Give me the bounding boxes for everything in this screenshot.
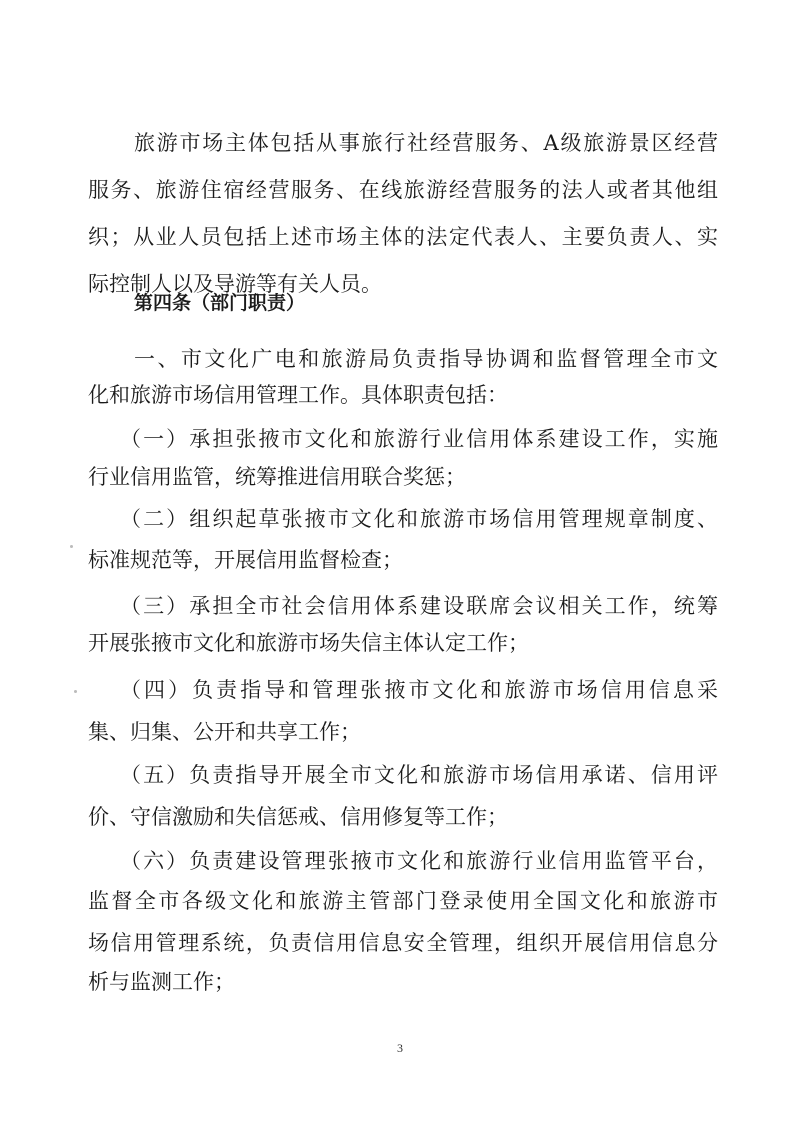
list-item-line: （五）负责指导开展全市文化和旅游市场信用承诺、信用评 (120, 763, 718, 787)
scan-speck (70, 545, 73, 548)
paragraph-line: 一、市文化广电和旅游局负责指导协调和监督管理全市文 (134, 347, 718, 371)
list-item-line: 标准规范等，开展信用监督检查； (88, 548, 403, 572)
list-item-line: 监督全市各级文化和旅游主管部门登录使用全国文化和旅游市 (88, 889, 718, 913)
list-item-line: 场信用管理系统，负责信用信息安全管理，组织开展信用信息分 (88, 931, 718, 955)
list-item-line: 析与监测工作； (88, 970, 235, 994)
list-item-line: （一）承担张掖市文化和旅游行业信用体系建设工作，实施 (120, 427, 718, 451)
list-item-line: （三）承担全市社会信用体系建设联席会议相关工作，统筹 (120, 594, 718, 618)
paragraph-line: 际控制人以及导游等有关人员。 (88, 272, 382, 296)
list-item-line: （六）负责建设管理张掖市文化和旅游行业信用监管平台， (120, 849, 718, 873)
list-item-line: 价、守信激励和失信惩戒、信用修复等工作； (88, 805, 508, 829)
scan-speck (74, 690, 77, 693)
list-item-line: （二）组织起草张掖市文化和旅游市场信用管理规章制度、 (120, 507, 718, 531)
article-heading: 第四条（部门职责） (134, 292, 306, 314)
page-number: 3 (397, 1041, 403, 1055)
list-item-line: 开展张掖市文化和旅游市场失信主体认定工作； (88, 631, 529, 655)
paragraph-line: 旅游市场主体包括从事旅行社经营服务、A级旅游景区经营 (134, 131, 718, 155)
list-item-line: （四）负责指导和管理张掖市文化和旅游市场信用信息采 (120, 678, 718, 702)
paragraph-line: 服务、旅游住宿经营服务、在线旅游经营服务的法人或者其他组 (88, 178, 718, 202)
paragraph-line: 化和旅游市场信用管理工作。具体职责包括： (88, 383, 508, 407)
list-item-line: 集、归集、公开和共享工作； (88, 720, 361, 744)
list-item-line: 行业信用监管，统筹推进信用联合奖惩； (88, 465, 466, 489)
paragraph-line: 织；从业人员包括上述市场主体的法定代表人、主要负责人、实 (88, 225, 718, 249)
